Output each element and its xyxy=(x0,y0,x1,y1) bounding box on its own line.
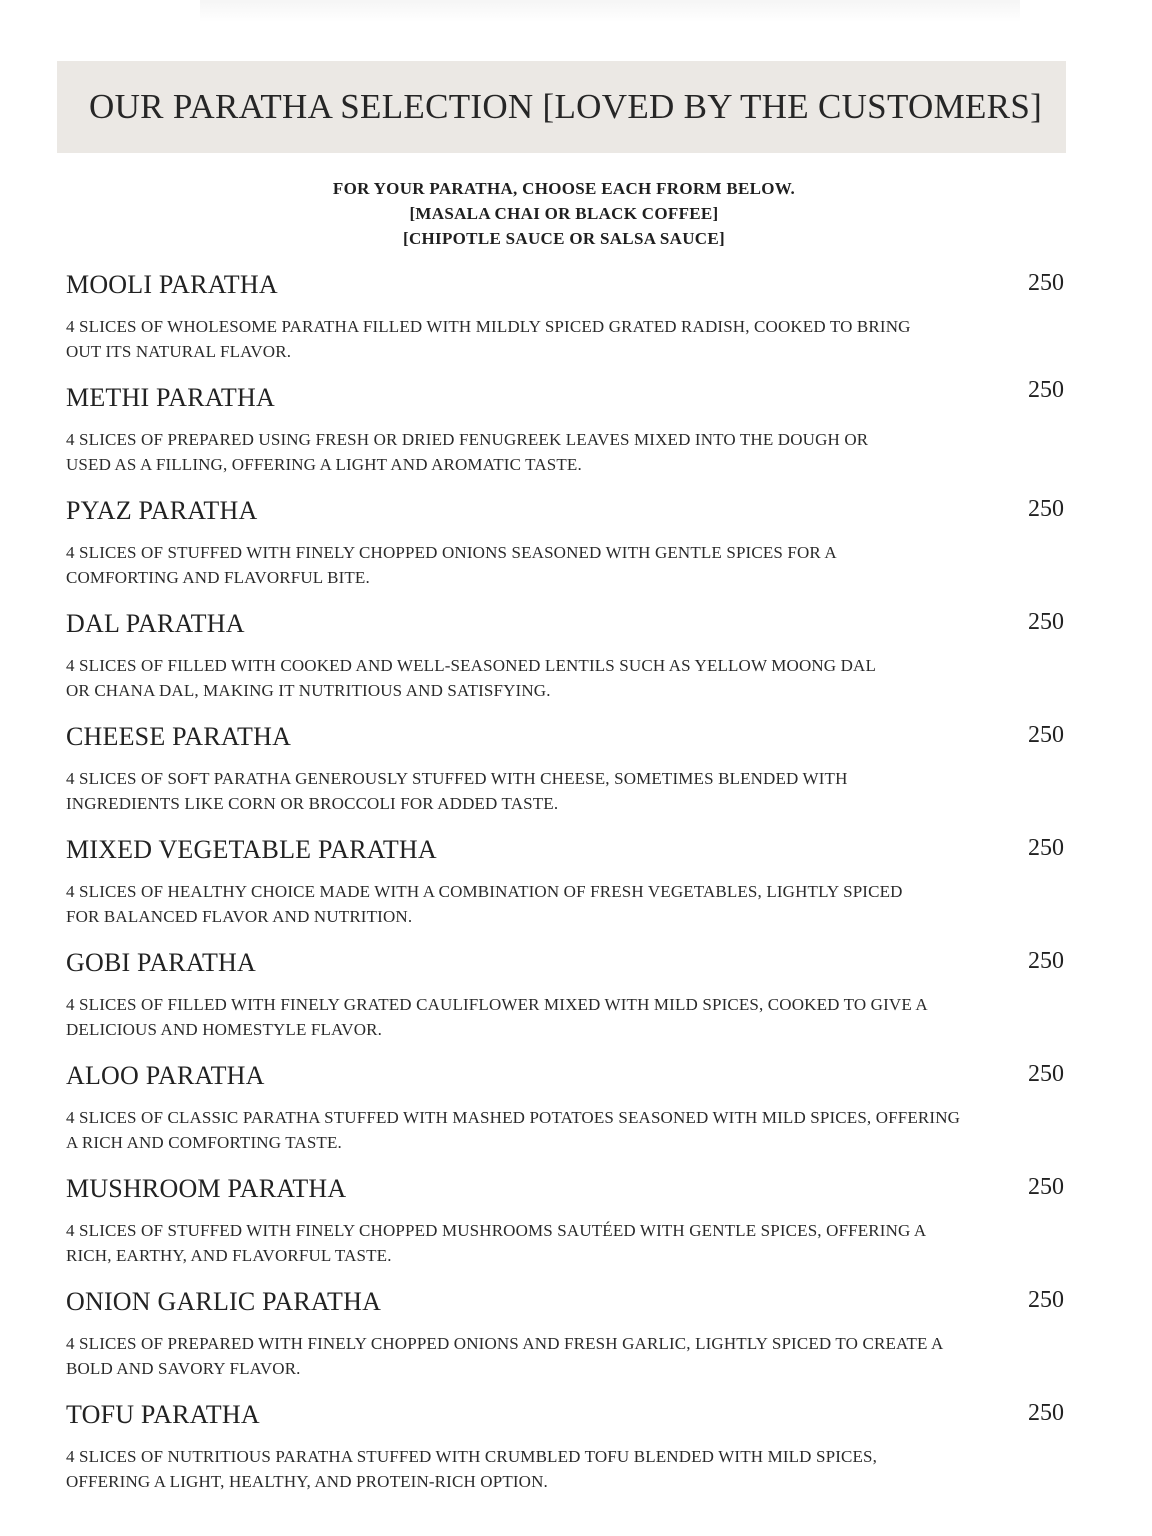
item-price: 250 xyxy=(1028,377,1064,403)
item-description-line: 4 SLICES OF PREPARED WITH FINELY CHOPPED ONIONS AND FRESH GARLIC, LIGHTLY SPICED TO CREATE A xyxy=(66,1334,944,1353)
item-name: CHEESE PARATHA xyxy=(66,722,292,751)
scan-smudge xyxy=(200,0,1020,22)
item-description xyxy=(66,1331,1051,1381)
item-description xyxy=(66,540,1051,590)
item-description-line: OR CHANA DAL, MAKING IT NUTRITIOUS AND SATISFYING. xyxy=(66,681,551,700)
item-price: 250 xyxy=(1028,496,1064,522)
item-description-line: BOLD AND SAVORY FLAVOR. xyxy=(66,1359,301,1378)
item-description xyxy=(66,766,1051,816)
item-description-line: 4 SLICES OF STUFFED WITH FINELY CHOPPED ONIONS SEASONED WITH GENTLE SPICES FOR A xyxy=(66,543,837,562)
choose-instructions xyxy=(0,176,1128,251)
item-description-line: COMFORTING AND FLAVORFUL BITE. xyxy=(66,568,370,587)
item-description-line: 4 SLICES OF CLASSIC PARATHA STUFFED WITH MASHED POTATOES SEASONED WITH MILD SPICES, OFFERING xyxy=(66,1108,961,1127)
menu-item-onion-garlic xyxy=(66,1287,1066,1400)
item-description-line: 4 SLICES OF STUFFED WITH FINELY CHOPPED MUSHROOMS SAUTÉED WITH GENTLE SPICES, OFFERING A xyxy=(66,1221,927,1240)
item-description-line: FOR BALANCED FLAVOR AND NUTRITION. xyxy=(66,907,413,926)
item-description xyxy=(66,1105,1051,1155)
item-description xyxy=(66,314,1051,364)
item-description xyxy=(66,879,1051,929)
menu-item-gobi xyxy=(66,948,1066,1061)
menu-item-pyaz xyxy=(66,496,1066,609)
item-name: GOBI PARATHA xyxy=(66,948,256,977)
item-description-line: 4 SLICES OF FILLED WITH COOKED AND WELL-SEASONED LENTILS SUCH AS YELLOW MOONG DAL xyxy=(66,656,877,675)
menu-item-mooli xyxy=(66,270,1066,383)
item-description xyxy=(66,653,1051,703)
item-description-line: OFFERING A LIGHT, HEALTHY, AND PROTEIN-RICH OPTION. xyxy=(66,1472,548,1491)
menu-item-dal xyxy=(66,609,1066,722)
item-description-line: 4 SLICES OF PREPARED USING FRESH OR DRIED FENUGREEK LEAVES MIXED INTO THE DOUGH OR xyxy=(66,430,869,449)
item-price: 250 xyxy=(1028,270,1064,296)
menu-item-methi xyxy=(66,377,1066,496)
menu-list xyxy=(66,270,1066,1513)
item-price: 250 xyxy=(1028,948,1064,974)
item-description-line: OUT ITS NATURAL FLAVOR. xyxy=(66,342,292,361)
menu-item-mixed-vegetable xyxy=(66,835,1066,948)
item-price: 250 xyxy=(1028,1174,1064,1200)
item-name: MOOLI PARATHA xyxy=(66,270,278,299)
item-name: ONION GARLIC PARATHA xyxy=(66,1287,382,1316)
menu-item-mushroom xyxy=(66,1174,1066,1287)
item-description xyxy=(66,992,1051,1042)
item-description-line: 4 SLICES OF HEALTHY CHOICE MADE WITH A COMBINATION OF FRESH VEGETABLES, LIGHTLY SPICED xyxy=(66,882,903,901)
item-description-line: 4 SLICES OF WHOLESOME PARATHA FILLED WITH MILDLY SPICED GRATED RADISH, COOKED TO BRING xyxy=(66,317,911,336)
item-price: 250 xyxy=(1028,1400,1064,1426)
page-title: OUR PARATHA SELECTION [LOVED BY THE CUSTOMERS] xyxy=(89,87,1043,126)
item-description xyxy=(66,427,1051,477)
item-description-line: USED AS A FILLING, OFFERING A LIGHT AND AROMATIC TASTE. xyxy=(66,455,582,474)
menu-item-tofu xyxy=(66,1400,1066,1513)
item-name: MUSHROOM PARATHA xyxy=(66,1174,347,1203)
item-price: 250 xyxy=(1028,722,1064,748)
choose-line-1: FOR YOUR PARATHA, CHOOSE EACH FRORM BELOW. xyxy=(332,179,796,198)
item-name: DAL PARATHA xyxy=(66,609,245,638)
header-band xyxy=(57,61,1066,153)
item-description-line: RICH, EARTHY, AND FLAVORFUL TASTE. xyxy=(66,1246,392,1265)
item-description-line: DELICIOUS AND HOMESTYLE FLAVOR. xyxy=(66,1020,383,1039)
item-description xyxy=(66,1444,1051,1494)
item-description-line: A RICH AND COMFORTING TASTE. xyxy=(66,1133,342,1152)
choose-line-2: [MASALA CHAI OR BLACK COFFEE] xyxy=(409,204,719,223)
item-name: ALOO PARATHA xyxy=(66,1061,265,1090)
item-description-line: 4 SLICES OF NUTRITIOUS PARATHA STUFFED WITH CRUMBLED TOFU BLENDED WITH MILD SPICES, xyxy=(66,1447,878,1466)
item-description-line: INGREDIENTS LIKE CORN OR BROCCOLI FOR ADDED TASTE. xyxy=(66,794,559,813)
item-description xyxy=(66,1218,1051,1268)
choose-line-3: [CHIPOTLE SAUCE OR SALSA SAUCE] xyxy=(403,229,725,248)
item-name: PYAZ PARATHA xyxy=(66,496,258,525)
menu-item-cheese xyxy=(66,722,1066,835)
item-price: 250 xyxy=(1028,835,1064,861)
menu-item-aloo xyxy=(66,1061,1066,1174)
item-name: MIXED VEGETABLE PARATHA xyxy=(66,835,437,864)
item-price: 250 xyxy=(1028,609,1064,635)
item-description-line: 4 SLICES OF SOFT PARATHA GENEROUSLY STUFFED WITH CHEESE, SOMETIMES BLENDED WITH xyxy=(66,769,848,788)
item-name: TOFU PARATHA xyxy=(66,1400,260,1429)
item-price: 250 xyxy=(1028,1061,1064,1087)
item-name: METHI PARATHA xyxy=(66,383,275,412)
item-description-line: 4 SLICES OF FILLED WITH FINELY GRATED CAULIFLOWER MIXED WITH MILD SPICES, COOKED TO GIVE A xyxy=(66,995,928,1014)
item-price: 250 xyxy=(1028,1287,1064,1313)
